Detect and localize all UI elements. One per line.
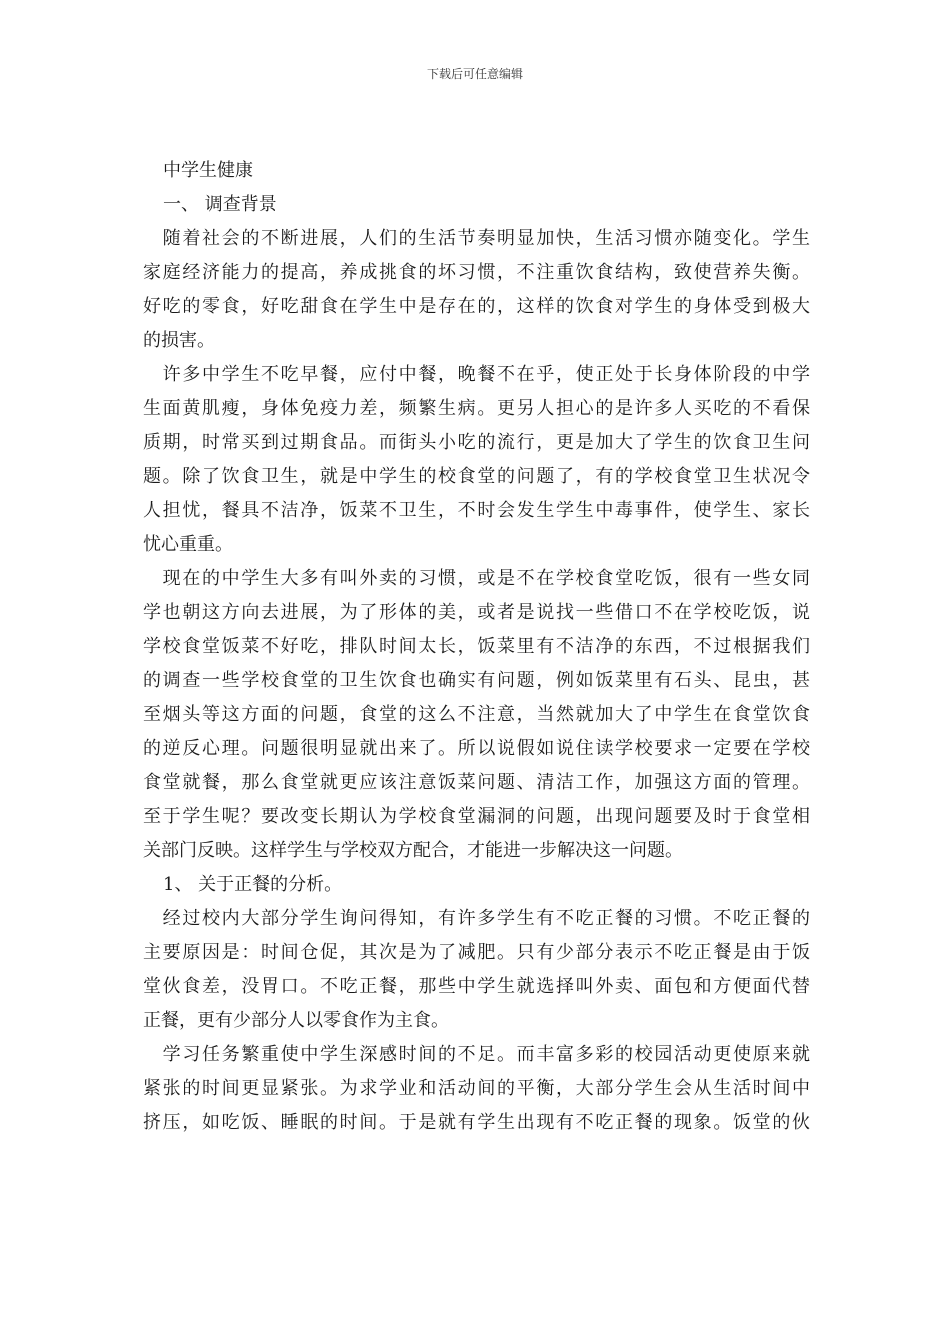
- page-header-note: 下载后可任意编辑: [426, 67, 523, 81]
- subsection-heading-regular-meals: 1、 关于正餐的分析。: [163, 874, 343, 895]
- paragraph-line: 挤压，如吃饭、睡眠的时间。于是就有学生出现有不吃正餐的现象。饭堂的伙: [143, 1112, 810, 1133]
- paragraph-line: 堂伙食差，没胃口。不吃正餐，那些中学生就选择叫外卖、面包和方便面代替: [143, 976, 810, 997]
- paragraph-line: 现在的中学生大多有叫外卖的习惯，或是不在学校食堂吃饭，很有一些女同: [143, 568, 810, 589]
- paragraph-line: 学习任务繁重使中学生深感时间的不足。而丰富多彩的校园活动更使原来就: [143, 1044, 810, 1065]
- paragraph: [143, 1038, 810, 1140]
- document-title: 中学生健康: [163, 160, 253, 181]
- paragraph-line: 人担忧，餐具不洁净，饭菜不卫生，不时会发生学生中毒事件，使学生、家长: [143, 500, 810, 521]
- paragraph-line: 的损害。: [143, 330, 215, 351]
- document-body: [143, 154, 810, 1140]
- paragraph-line: 生面黄肌瘦，身体免疫力差，频繁生病。更另人担心的是许多人买吃的不看保: [143, 398, 810, 419]
- paragraph-line: 正餐，更有少部分人以零食作为主食。: [143, 1010, 449, 1031]
- paragraph-line: 许多中学生不吃早餐，应付中餐，晚餐不在乎，使正处于长身体阶段的中学: [143, 364, 810, 385]
- paragraph-line: 至烟头等这方面的问题，食堂的这么不注意，当然就加大了中学生在食堂饮食: [143, 704, 810, 725]
- paragraph: [143, 562, 810, 868]
- paragraph-line: 主要原因是：时间仓促，其次是为了减肥。只有少部分表示不吃正餐是由于饭: [143, 942, 810, 963]
- paragraph-line: 忧心重重。: [143, 534, 233, 555]
- paragraph-line: 经过校内大部分学生询问得知，有许多学生有不吃正餐的习惯。不吃正餐的: [143, 908, 810, 929]
- paragraph: [143, 358, 810, 562]
- paragraph-line: 食堂就餐，那么食堂就更应该注意饭菜问题、清洁工作，加强这方面的管理。: [143, 772, 810, 793]
- paragraph: [143, 902, 810, 1038]
- paragraph-line: 好吃的零食，好吃甜食在学生中是存在的，这样的饮食对学生的身体受到极大: [143, 296, 810, 317]
- paragraph-line: 学校食堂饭菜不好吃，排队时间太长，饭菜里有不洁净的东西，不过根据我们: [143, 636, 810, 657]
- paragraph-line: 家庭经济能力的提高，养成挑食的坏习惯，不注重饮食结构，致使营养失衡。: [143, 262, 810, 283]
- paragraph-line: 关部门反映。这样学生与学校双方配合，才能进一步解决这一问题。: [143, 840, 683, 861]
- paragraph-line: 质期，时常买到过期食品。而街头小吃的流行，更是加大了学生的饮食卫生问: [143, 432, 810, 453]
- paragraph-line: 紧张的时间更显紧张。为求学业和活动间的平衡，大部分学生会从生活时间中: [143, 1078, 810, 1099]
- paragraph-line: 的逆反心理。问题很明显就出来了。所以说假如说住读学校要求一定要在学校: [143, 738, 810, 759]
- paragraph-line: 题。除了饮食卫生，就是中学生的校食堂的问题了，有的学校食堂卫生状况令: [143, 466, 810, 487]
- paragraph-line: 随着社会的不断进展，人们的生活节奏明显加快，生活习惯亦随变化。学生: [143, 228, 810, 249]
- paragraph-line: 学也朝这方向去进展，为了形体的美，或者是说找一些借口不在学校吃饭，说: [143, 602, 810, 623]
- paragraph-line: 的调查一些学校食堂的卫生饮食也确实有问题，例如饭菜里有石头、昆虫，甚: [143, 670, 810, 691]
- paragraph-line: 至于学生呢？要改变长期认为学校食堂漏洞的问题，出现问题要及时于食堂相: [143, 806, 810, 827]
- section-heading-survey-background: 一、 调查背景: [163, 194, 277, 215]
- paragraph: [143, 222, 810, 358]
